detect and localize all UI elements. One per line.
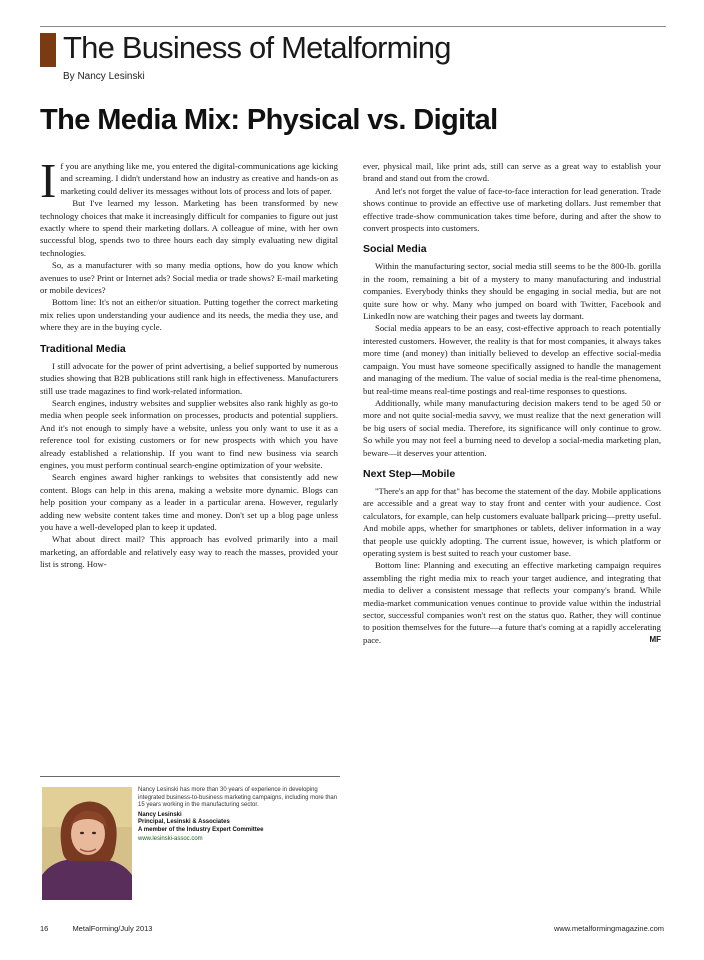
author-bio	[138, 787, 338, 843]
end-mark: MF	[649, 634, 661, 644]
author-committee-note: A member of the Industry Expert Committee	[138, 826, 264, 833]
page-number: 16	[40, 924, 49, 933]
body-paragraph: "There's an app for that" has become the statement of the day. Mobile applications are accessible and a great way to stay front and center with your audience. Cost calculators, for example, can help customers evaluate ballpark pricing—pretty useful. And mobile apps, whether for smartphones or tablets, deliver information in a way that people use quickly adopting. The current issue, however, is which platform or operating system is best suited to reach your customer base.	[363, 485, 661, 558]
left-column	[40, 153, 338, 571]
body-paragraph: So, as a manufacturer with so many media options, how do you know which avenues to use? Print or Internet ads? Social media or trade shows? E-mail marketing or mobile devices?	[40, 260, 338, 296]
subhead-next-step-mobile: Next Step—Mobile	[363, 467, 456, 480]
body-paragraph: Bottom line: Planning and executing an effective marketing campaign requires assembling the right media mix to reach your target audience, and integrating that media to deliver a consistent message that reflects your company's brand. While media-market communication venues continue to provide value within the industrial sector, successful companies won't rest on the status quo. Rather, they will continue to position themselves for the future—a future that's coming at a rapidly accelerating pace. MF	[363, 560, 661, 645]
body-paragraph: Bottom line: It's not an either/or situation. Putting together the correct marketing mix relies upon understanding your audience and its needs, the media they use, and where they are in the buying cycle.	[40, 297, 338, 333]
section-color-bar	[40, 33, 56, 67]
body-paragraph: And let's not forget the value of face-to-face interaction for lead generation. Trade shows continue to provide an effective use of marketing dollars. Just remember that effective trade-show communication takes time before, during and after the show to convert prospects into customers.	[363, 185, 661, 234]
author-photo	[42, 787, 132, 900]
footer-website[interactable]: www.metalformingmagazine.com	[553, 924, 664, 933]
body-paragraph: I still advocate for the power of print advertising, a belief supported by numerous studies showing that B2B publications still rank high in effectiveness. Manufacturers still use trade magazines to find work-related information.	[40, 360, 338, 396]
body-paragraph: Additionally, while many manufacturing decision makers tend to be aged 50 or more and not quite social-media savvy, we must realize that the next generation will be big users of social media. Therefore, its significance will only continue to grow. So while you may not feel a burning need to develop a social-media marketing plan, beware—it deserves your attention.	[363, 397, 661, 458]
author-title: Principal, Lesinski & Associates	[138, 819, 230, 826]
byline: By Nancy Lesinski	[63, 71, 145, 82]
author-box	[40, 776, 340, 905]
publication-issue: MetalForming/July 2013	[72, 924, 153, 933]
author-bio-text: Nancy Lesinski has more than 30 years of experience in developing integrated business-to-business marketing campaigns, including more than 15 years working in the manufacturing sector.	[138, 787, 338, 809]
drop-cap: I	[40, 153, 57, 208]
right-column	[363, 160, 661, 646]
subhead-social-media: Social Media	[363, 243, 427, 256]
author-website-link[interactable]: www.lesinski-assoc.com	[138, 835, 203, 842]
body-paragraph: But I've learned my lesson. Marketing has been transformed by new technology choices that make it increasingly difficult for companies to figure out just exactly where to spend their marketing dollars. A colleague of mine, with her own successful blog, spends two to three hours each day simply evaluating new digital technologies.	[40, 198, 338, 258]
body-paragraph: What about direct mail? This approach has evolved primarily into a mail marketing, an affordable and relatively easy way to reach the masses, provided your list is strong. How-	[40, 534, 338, 570]
body-paragraph: ever, physical mail, like print ads, still can serve as a great way to establish your brand and stand out from the crowd.	[363, 161, 661, 184]
body-paragraph: Search engines, industry websites and supplier websites also rank highly as go-to media when people seek information on processes, products and potential suppliers. And it's not enough to simply have a website, unless you only want to use it as a reference tool for existing customers or for new prospects with which you have already established a relationship. If you want to find new business via search engines, you must perform continual search-engine optimization of your website.	[40, 397, 338, 470]
section-title: The Business of Metalforming	[63, 30, 451, 65]
subhead-traditional-media: Traditional Media	[40, 342, 126, 355]
author-portrait-image	[42, 787, 132, 900]
body-paragraph: Social media appears to be an easy, cost-effective approach to reach potentially interested customers. However, the reality is that for most companies, it always takes more time (and money) than initially believed to develop an effective social-media campaign. You must have someone specifically assigned to handle the management and managing of the medium. The value of social media is the real-time phenomena, but real-time means real-time postings and real-time responses to questions.	[363, 323, 661, 396]
top-rule	[40, 26, 666, 27]
article-headline: The Media Mix: Physical vs. Digital	[40, 104, 498, 136]
body-paragraph: Search engines award higher rankings to websites that consistently add new content. Blogs can help in this arena, making a website more dynamic. Blogs can help position your company as a leader in a particular arena. However, regularly adding new website content takes time and money. Don't set up a blog page unless you have a well-developed plan to keep it updated.	[40, 472, 338, 532]
author-name: Nancy Lesinski	[138, 811, 182, 818]
footer-left	[40, 924, 152, 933]
intro-paragraph: If you are anything like me, you entered the digital-communications age kicking and screaming. I didn't understand how an industry as creative and hands-on as marketing could deliver its messages without lots of process and lots of paper.	[40, 153, 338, 208]
body-paragraph: Within the manufacturing sector, social media still seems to be the 800-lb. gorilla in the room, remaining a bit of a mystery to many manufacturing and industrial companies. Everybody thinks they should be engaging in social media, but are not quite sure how or why. Many who jumped on board with Twitter, Facebook and LinkedIn now are watching their pages and tweets lay dormant.	[363, 261, 661, 322]
